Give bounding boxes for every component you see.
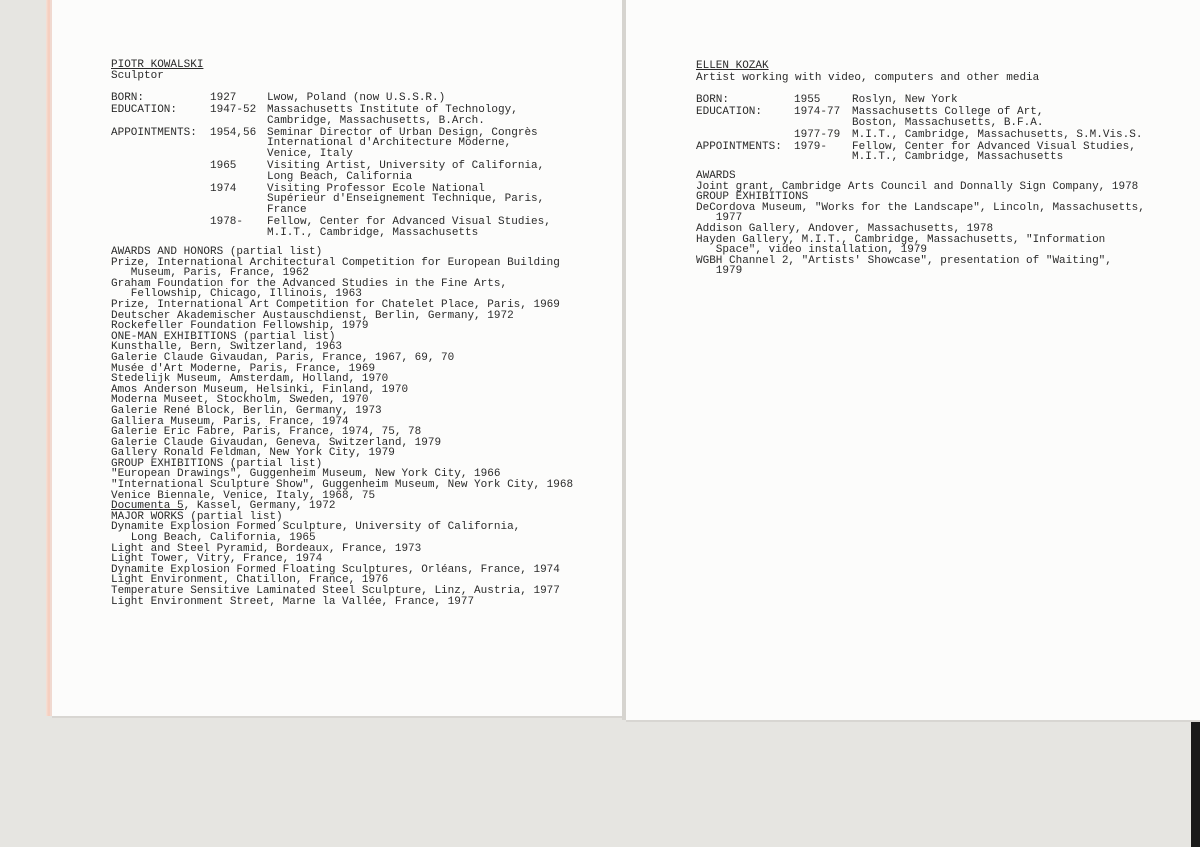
list-line: MAJOR WORKS (partial list) (111, 510, 283, 523)
artist-role-kozak: Artist working with video, computers and other media (696, 72, 1040, 84)
bio-text: Roslyn, New York (852, 94, 958, 106)
bio-text: M.I.T., Cambridge, Massachusetts (267, 226, 479, 239)
list-line: WGBH Channel 2, "Artists' Showcase", presentation of "Waiting", (696, 254, 1112, 267)
artist-name-kowalski: PIOTR KOWALSKI (111, 59, 204, 71)
bio-year: 1954,56 (210, 126, 257, 139)
bio-label: BORN: (111, 92, 145, 104)
list-line: Museum, Paris, France, 1962 (111, 267, 310, 280)
list-line: Rockefeller Foundation Fellowship, 1979 (111, 320, 369, 333)
bio-label: BORN: (696, 94, 730, 106)
bio-year: 1979- (794, 140, 828, 153)
list-line: Dynamite Explosion Formed Sculpture, University of California, (111, 521, 521, 534)
list-line: ONE-MAN EXHIBITIONS (partial list) (111, 330, 336, 343)
list-line: Light and Steel Pyramid, Bordeaux, France, 1973 (111, 542, 422, 555)
bio-text: Visiting Artist, University of California, (267, 160, 545, 173)
bio-year: 1974-77 (794, 106, 841, 119)
bio-text: Lwow, Poland (now U.S.S.R.) (267, 92, 446, 104)
list-line: Space", video installation, 1979 (696, 244, 928, 257)
list-line: Deutscher Akademischer Austauschdienst, Berlin, Germany, 1972 (111, 309, 514, 322)
bio-text: International d'Architecture Moderne, (267, 137, 512, 150)
bio-text: Massachusetts College of Art, (852, 106, 1044, 119)
list-line: GROUP EXHIBITIONS (696, 191, 809, 204)
bio-text: Long Beach, California (267, 170, 413, 183)
bio-text: Venice, Italy (267, 147, 353, 160)
list-line: DeCordova Museum, "Works for the Landscape", Lincoln, Massachusetts, (696, 201, 1145, 214)
bio-text: Fellow, Center for Advanced Visual Studies, (852, 140, 1136, 153)
list-line: AWARDS AND HONORS (partial list) (111, 246, 323, 258)
list-line: 1977 (696, 212, 743, 225)
list-line: Galerie Claude Givaudan, Paris, France, 1967, 69, 70 (111, 351, 455, 364)
artist-role-kowalski: Sculptor (111, 70, 164, 82)
bio-year: 1965 (210, 160, 237, 173)
bio-year: 1978- (210, 216, 244, 229)
list-line: Amos Anderson Museum, Helsinki, Finland, 1970 (111, 383, 409, 396)
list-line-title: Documenta 5 (111, 500, 184, 513)
list-line: "European Drawings", Guggenheim Museum, New York City, 1966 (111, 468, 501, 481)
artist-name-kozak: ELLEN KOZAK (696, 60, 769, 72)
list-line: Musée d'Art Moderne, Paris, France, 1969 (111, 362, 376, 375)
bio-text: Massachusetts Institute of Technology, (267, 104, 518, 117)
bio-year: 1955 (794, 94, 821, 106)
bio-text: Fellow, Center for Advanced Visual Studies, (267, 216, 551, 229)
list-line: Light Environment Street, Marne la Vallée, France, 1977 (111, 595, 475, 608)
bio-text: M.I.T., Cambridge, Massachusetts, S.M.Vis.S. (852, 128, 1143, 141)
bio-text: Cambridge, Massachusetts, B.Arch. (267, 114, 485, 127)
left-page (52, 0, 622, 716)
list-line: Joint grant, Cambridge Arts Council and Donnally Sign Company, 1978 (696, 180, 1139, 193)
list-line: Temperature Sensitive Laminated Steel Sculpture, Linz, Austria, 1977 (111, 585, 560, 597)
bio-text: France (267, 203, 307, 216)
cv-lists-kowalski (111, 247, 573, 607)
bio-year: 1977-79 (794, 128, 841, 141)
list-line: Light Tower, Vitry, France, 1974 (111, 553, 323, 566)
list-line: Galliera Museum, Paris, France, 1974 (111, 415, 349, 428)
list-line: Gallery Ronald Feldman, New York City, 1979 (111, 447, 395, 460)
list-line: "International Sculpture Show", Guggenheim Museum, New York City, 1968 (111, 479, 574, 492)
list-line: Hayden Gallery, M.I.T., Cambridge, Massachusetts, "Information (696, 233, 1106, 246)
list-line: Documenta 5, Kassel, Germany, 1972 (111, 500, 336, 513)
list-line: Stedelijk Museum, Amsterdam, Holland, 1970 (111, 373, 389, 386)
bio-text: M.I.T., Cambridge, Massachusetts (852, 151, 1064, 164)
cv-lists-kozak (696, 171, 1145, 277)
right-page (626, 0, 1200, 720)
list-line: Prize, International Architectural Competition for European Building (111, 256, 560, 269)
list-line: Prize, International Art Competition for Chatelet Place, Paris, 1969 (111, 298, 560, 311)
list-line: Galerie René Block, Berlin, Germany, 1973 (111, 404, 382, 417)
list-line: Kunsthalle, Bern, Switzerland, 1963 (111, 341, 343, 354)
list-line: Light Environment, Chatillon, France, 1976 (111, 574, 389, 587)
list-line: AWARDS (696, 170, 736, 182)
list-line: Addison Gallery, Andover, Massachusetts, 1978 (696, 222, 994, 235)
bio-year: 1927 (210, 92, 237, 104)
list-line: GROUP EXHIBITIONS (partial list) (111, 457, 323, 470)
bio-text: Supérieur d'Enseignement Technique, Paris, (267, 193, 545, 206)
bio-label: APPOINTMENTS: (696, 140, 782, 153)
bio-year: 1947-52 (210, 104, 257, 117)
list-line: Long Beach, California, 1965 (111, 532, 316, 545)
bio-year: 1974 (210, 182, 237, 195)
list-line: Moderna Museet, Stockholm, Sweden, 1970 (111, 394, 369, 407)
list-line: Venice Biennale, Venice, Italy, 1968, 75 (111, 489, 376, 502)
list-line: 1979 (696, 265, 743, 278)
bio-text: Seminar Director of Urban Design, Congrès (267, 126, 538, 139)
bio-label: EDUCATION: (696, 106, 763, 119)
list-line: Galerie Claude Givaudan, Geneva, Switzerland, 1979 (111, 436, 442, 449)
bio-text: Boston, Massachusetts, B.F.A. (852, 116, 1044, 129)
bio-label: EDUCATION: (111, 104, 178, 117)
list-line: Fellowship, Chicago, Illinois, 1963 (111, 288, 362, 301)
bio-label: APPOINTMENTS: (111, 126, 197, 139)
list-line: Dynamite Explosion Formed Floating Sculptures, Orléans, France, 1974 (111, 563, 560, 576)
bio-text: Visiting Professor Ecole National (267, 182, 485, 195)
list-line: Graham Foundation for the Advanced Studies in the Fine Arts, (111, 277, 508, 290)
list-line: Galerie Eric Fabre, Paris, France, 1974, 75, 78 (111, 426, 422, 439)
